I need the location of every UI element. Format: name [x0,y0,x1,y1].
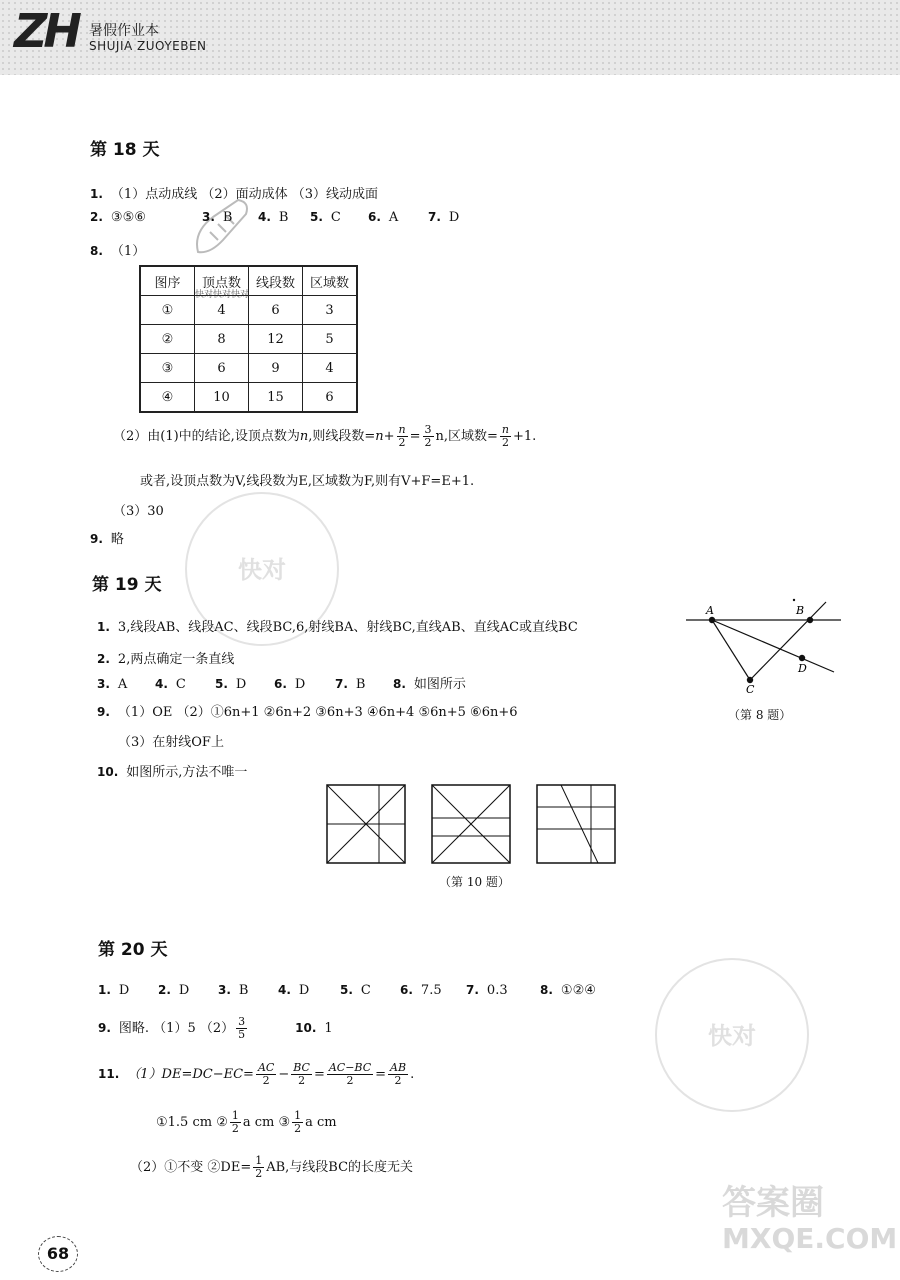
corner-watermark [722,1185,897,1257]
answer-item: 4. B [258,210,289,225]
fraction: $\frac{AB}{2}$ [390,1061,407,1087]
figure-8-caption: （第 8 题） [728,708,792,722]
day19-q2: 2. 2,两点确定一条直线 [97,652,235,667]
label-b: B [796,604,805,617]
page-header [0,0,900,75]
answer-item: 6. D [274,677,306,692]
question-number: 1. [90,187,103,201]
point-d [799,655,805,661]
answer-item: 6. 7.5 [400,983,442,998]
fraction: $\frac{n}{2}$ [501,423,509,449]
day18-q2-row [90,210,459,225]
header-title-cn: 暑假作业本 [89,23,159,39]
watermark-stamp [655,958,809,1112]
answer-item: 5. C [340,983,371,998]
day20-q11-part1b: ①1.5 cm ② $\frac{1}{2}$ a cm ③ $\frac{1}{2}$ a cm [156,1109,337,1135]
figure-10-caption: （第 10 题） [439,875,510,889]
day18-q8-part3: （3）30 [113,504,164,519]
label-d: D [798,662,807,675]
answer-item: 7. D [428,210,460,225]
day18-title: 第 18 天 [90,140,160,160]
fraction: $\frac{3}{2}$ [424,423,432,449]
label-c: C [746,683,755,696]
page-number: 68 [38,1236,78,1272]
day19-q10: 10. 如图所示,方法不唯一 [97,765,248,780]
day19-q3-row [97,673,466,692]
watermark-line2: MXQE.COM [722,1222,898,1255]
fraction: $\frac{3}{5}$ [238,1015,246,1041]
stamp-small-text: 快对快对快对 [195,290,250,300]
square-1 [327,785,405,863]
figure-10-diagram [325,783,645,867]
table-row: ③ 6 9 4 [140,354,357,383]
answer-item: 3. A [97,677,128,692]
fraction: $\frac{AC}{2}$ [257,1061,275,1087]
answer-item: 3. B [218,983,249,998]
watermark-line1: 答案圈 [722,1183,824,1223]
answer-item: 4. D [278,983,310,998]
day19-q9-part3: （3）在射线OF上 [118,735,224,750]
answer-item: 2. ③⑤⑥ [90,210,146,225]
fraction: $\frac{BC}{2}$ [293,1061,310,1087]
day20-q9: 9. 图略. （1）5 （2） $\frac{3}{5}$ 10. 1 [98,1015,333,1041]
stamp-text: 快对 [238,556,286,584]
answer-item: 7. 0.3 [466,983,508,998]
day18-q8: 8. （1） [90,244,146,259]
day19-q9: 9. （1）OE （2）①6n+1 ②6n+2 ③6n+3 ④6n+4 ⑤6n+5 ⑥6n+6 [97,705,518,720]
day20-title: 第 20 天 [98,940,168,960]
square-3 [537,785,615,863]
stamp-text: 快对 [708,1022,756,1050]
point-b [807,617,813,623]
segment-ac [712,620,750,680]
day18-q8-part2: （2）由(1)中的结论,设顶点数为n,则线段数=n+ $\frac{n}{2}$ = $\frac{3}{2}$ n,区域数= $\frac{n}{2}$ +1. [113,423,537,449]
square-2 [432,785,510,863]
day18-q1 [90,183,378,202]
fraction: $\frac{1}{2}$ [294,1109,302,1135]
answer-item: 2. D [158,983,190,998]
table-header-row: 图序 顶点数 线段数 区域数 [140,266,357,296]
table-row: ② 8 12 5 [140,325,357,354]
fraction: $\frac{AC-BC}{2}$ [328,1061,372,1087]
header-title-en: SHUJIA ZUOYEBEN [89,39,207,53]
table-row: ① 4 6 3 [140,296,357,325]
answer-item: 8. ①②④ [540,983,596,998]
point-a [709,617,715,623]
day19-q1: 1. 3,线段AB、线段AC、线段BC,6,射线BA、射线BC,直线AB、直线AC或直线BC [97,620,578,635]
line-ad [712,620,834,672]
label-a: A [706,604,714,617]
figure-8-diagram [686,596,846,696]
table-row: ④ 10 15 6 [140,383,357,413]
answer-item: 7. B [335,677,366,692]
answer-item: 6. A [368,210,399,225]
day20-q1-row [98,983,596,998]
day20-q11-part2: （2）①不变 ②DE= $\frac{1}{2}$ AB,与线段BC的长度无关 [130,1154,414,1180]
answer-text: （1）点动成线 （2）面动成体 （3）线动成面 [110,187,378,202]
day20-q11: 11. （1）DE=DC−EC= $\frac{AC}{2}$ − $\frac{BC}{2}$ = $\frac{AC-BC}{2}$ = $\frac{AB}{2}$ . [98,1061,415,1087]
header-logo: ZH [14,4,78,58]
answer-item: 4. C [155,677,186,692]
fraction: $\frac{1}{2}$ [231,1109,239,1135]
answer-item: 5. D [215,677,247,692]
answer-item: 3. B [202,210,233,225]
carrot-stamp-icon [188,192,258,262]
day18-q9: 9. 略 [90,532,124,547]
day18-table [139,265,358,413]
answer-item: 1. D [98,983,130,998]
fraction: $\frac{1}{2}$ [255,1154,263,1180]
answer-item: 5. C [310,210,341,225]
day18-q8-part2b: 或者,设顶点数为V,线段数为E,区域数为F,则有V+F=E+1. [140,474,475,489]
day19-title: 第 19 天 [92,575,162,595]
fraction: $\frac{n}{2}$ [398,423,406,449]
answer-item: 8. 如图所示 [393,677,466,692]
